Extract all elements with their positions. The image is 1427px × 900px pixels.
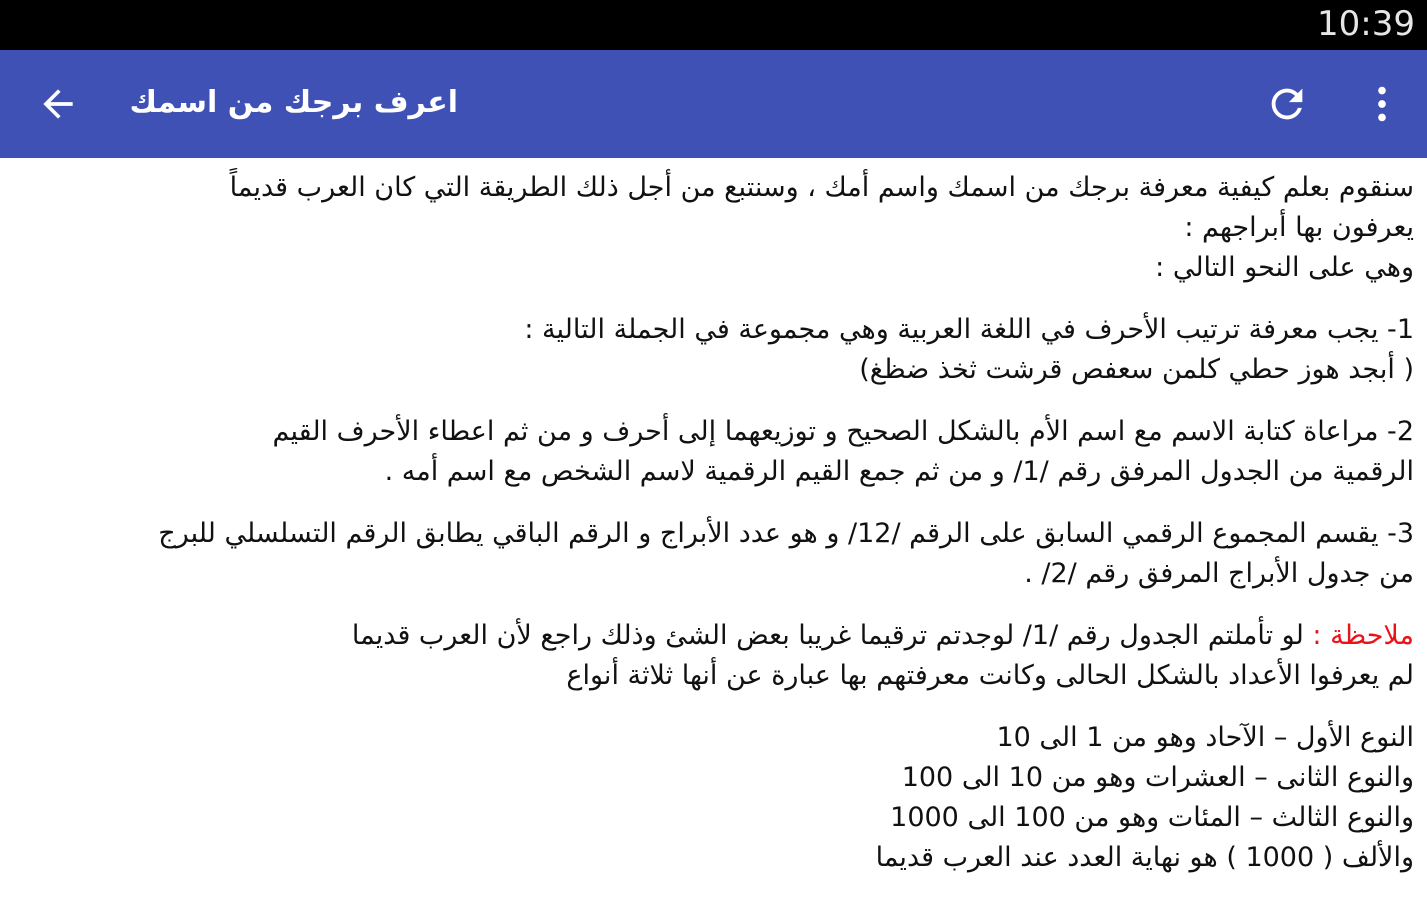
step-1-line: 1- يجب معرفة ترتيب الأحرف في اللغة العربية وهي مجموعة في الجملة التالية : bbox=[524, 314, 1414, 345]
number-type-line: والنوع الثالث – المئات وهو من 100 الى 1000 bbox=[890, 802, 1414, 833]
intro-line: سنقوم بعلم كيفية معرفة برجك من اسمك واسم أمك ، وسنتبع من أجل ذلك الطريقة التي كان العرب قديماً bbox=[229, 172, 1414, 203]
more-options-button[interactable] bbox=[1352, 72, 1412, 136]
step-2-line: 2- مراعاة كتابة الاسم مع اسم الأم بالشكل الصحيح و توزيعهما إلى أحرف و من ثم اعطاء الأحرف القيم bbox=[272, 416, 1414, 447]
status-bar bbox=[0, 0, 1427, 50]
intro-paragraph bbox=[14, 168, 1414, 288]
refresh-icon bbox=[1264, 81, 1310, 127]
refresh-button[interactable] bbox=[1254, 72, 1320, 136]
step-1-line: ( أبجد هوز حطي كلمن سعفص قرشت ثخذ ضظغ) bbox=[859, 354, 1414, 385]
arrow-back-icon bbox=[36, 82, 80, 126]
status-time: 10:39 bbox=[1317, 4, 1415, 44]
step-1-paragraph bbox=[14, 310, 1414, 390]
note-paragraph bbox=[14, 616, 1414, 696]
number-type-line: والنوع الثانى – العشرات وهو من 10 الى 100 bbox=[901, 762, 1414, 793]
more-vert-icon bbox=[1359, 81, 1405, 127]
note-line: لم يعرفوا الأعداد بالشكل الحالى وكانت معرفتهم بها عبارة عن أنها ثلاثة أنواع bbox=[566, 660, 1414, 691]
number-type-line: والألف ( 1000 ) هو نهاية العدد عند العرب قديما bbox=[875, 842, 1414, 873]
number-types-paragraph bbox=[14, 718, 1414, 878]
intro-line: يعرفون بها أبراجهم : bbox=[1184, 212, 1414, 243]
article-body bbox=[14, 168, 1414, 900]
page-title: اعرف برجك من اسمك bbox=[129, 85, 458, 120]
note-label: ملاحظة : bbox=[1312, 620, 1414, 651]
number-type-line: النوع الأول – الآحاد وهو من 1 الى 10 bbox=[996, 722, 1414, 753]
intro-line: وهي على النحو التالي : bbox=[1155, 252, 1414, 283]
step-2-line: الرقمية من الجدول المرفق رقم /1/ و من ثم جمع القيم الرقمية لاسم الشخص مع اسم أمه . bbox=[384, 456, 1414, 487]
back-button[interactable] bbox=[20, 72, 96, 136]
step-3-line: 3- يقسم المجموع الرقمي السابق على الرقم /12/ و هو عدد الأبراج و الرقم الباقي يطابق الرقم التسلسلي للبرج bbox=[158, 518, 1414, 549]
step-2-paragraph bbox=[14, 412, 1414, 492]
app-bar bbox=[0, 50, 1427, 158]
note-line: لو تأملتم الجدول رقم /1/ لوجدتم ترقيما غريبا بعض الشئ وذلك راجع لأن العرب قديما bbox=[351, 620, 1313, 651]
step-3-line: من جدول الأبراج المرفق رقم /2/ . bbox=[1024, 558, 1414, 589]
step-3-paragraph bbox=[14, 514, 1414, 594]
